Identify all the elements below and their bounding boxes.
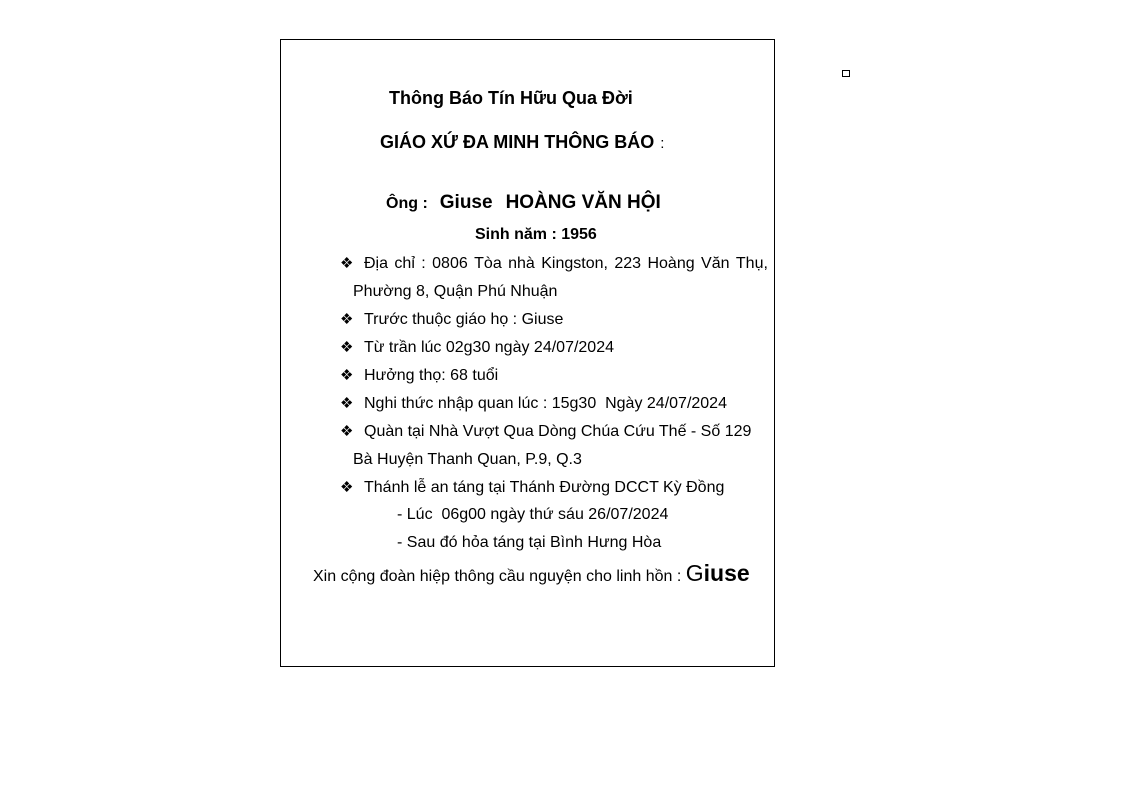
closing-name-initial: G xyxy=(685,560,704,586)
address-word: Hoàng xyxy=(647,255,695,272)
address-word: nhà xyxy=(508,255,535,272)
cremation: - Sau đó hỏa táng tại Bình Hưng Hòa xyxy=(397,534,662,551)
wake-location-line-1: Quàn tại Nhà Vượt Qua Dòng Chúa Cứu Thế - Số 129 xyxy=(364,423,752,440)
funeral-mass: Thánh lễ an táng tại Thánh Đường DCCT Kỳ Đồng xyxy=(364,479,725,496)
saint-name: Giuse xyxy=(439,192,493,213)
bullet-icon: ❖ xyxy=(340,423,354,440)
address-word: Kingston, xyxy=(541,255,608,272)
bullet-icon: ❖ xyxy=(340,367,354,384)
deceased-full-name: HOÀNG VĂN HỘI xyxy=(505,192,661,213)
birth-year: Sinh năm : 1956 xyxy=(475,226,597,243)
address-word: Địa xyxy=(364,255,389,272)
parish-heading-colon: : xyxy=(660,135,665,152)
notice-title: Thông Báo Tín Hữu Qua Đời xyxy=(389,88,633,108)
address-word: Văn xyxy=(701,255,730,272)
closing-name-rest: iuse xyxy=(703,560,750,586)
death-time: Từ trần lúc 02g30 ngày 24/07/2024 xyxy=(364,339,614,356)
address-line-2: Phường 8, Quận Phú Nhuận xyxy=(353,283,558,300)
deceased-name-line xyxy=(386,192,661,214)
age: Hưởng thọ: 68 tuổi xyxy=(364,367,499,384)
address-word: chỉ xyxy=(394,255,415,272)
closing-text: Xin cộng đoàn hiệp thông cầu nguyện cho linh hồn : xyxy=(313,568,682,585)
parish-heading-text: GIÁO XỨ ĐA MINH THÔNG BÁO xyxy=(380,132,655,152)
obituary-notice-card xyxy=(280,39,775,667)
address-word: : xyxy=(421,255,426,272)
address-word: Tòa xyxy=(474,255,502,272)
bullet-icon: ❖ xyxy=(340,479,354,496)
small-square-marker xyxy=(842,70,850,77)
honorific: Ông : xyxy=(386,195,428,212)
address-word: Thụ, xyxy=(735,255,768,272)
bullet-icon: ❖ xyxy=(340,255,354,272)
parish-group: Trước thuộc giáo họ : Giuse xyxy=(364,311,564,328)
bullet-icon: ❖ xyxy=(340,339,354,356)
parish-heading xyxy=(380,132,664,153)
address-word: 0806 xyxy=(432,255,468,272)
wake-location-line-2: Bà Huyện Thanh Quan, P.9, Q.3 xyxy=(353,451,582,468)
bullet-icon: ❖ xyxy=(340,311,354,328)
address-word: 223 xyxy=(614,255,642,272)
bullet-icon: ❖ xyxy=(340,395,354,412)
closing-prayer xyxy=(313,560,750,587)
coffin-ceremony: Nghi thức nhập quan lúc : 15g30 Ngày 24/07/2024 xyxy=(364,395,727,412)
funeral-time: - Lúc 06g00 ngày thứ sáu 26/07/2024 xyxy=(397,506,669,523)
address-line-1 xyxy=(364,255,768,273)
